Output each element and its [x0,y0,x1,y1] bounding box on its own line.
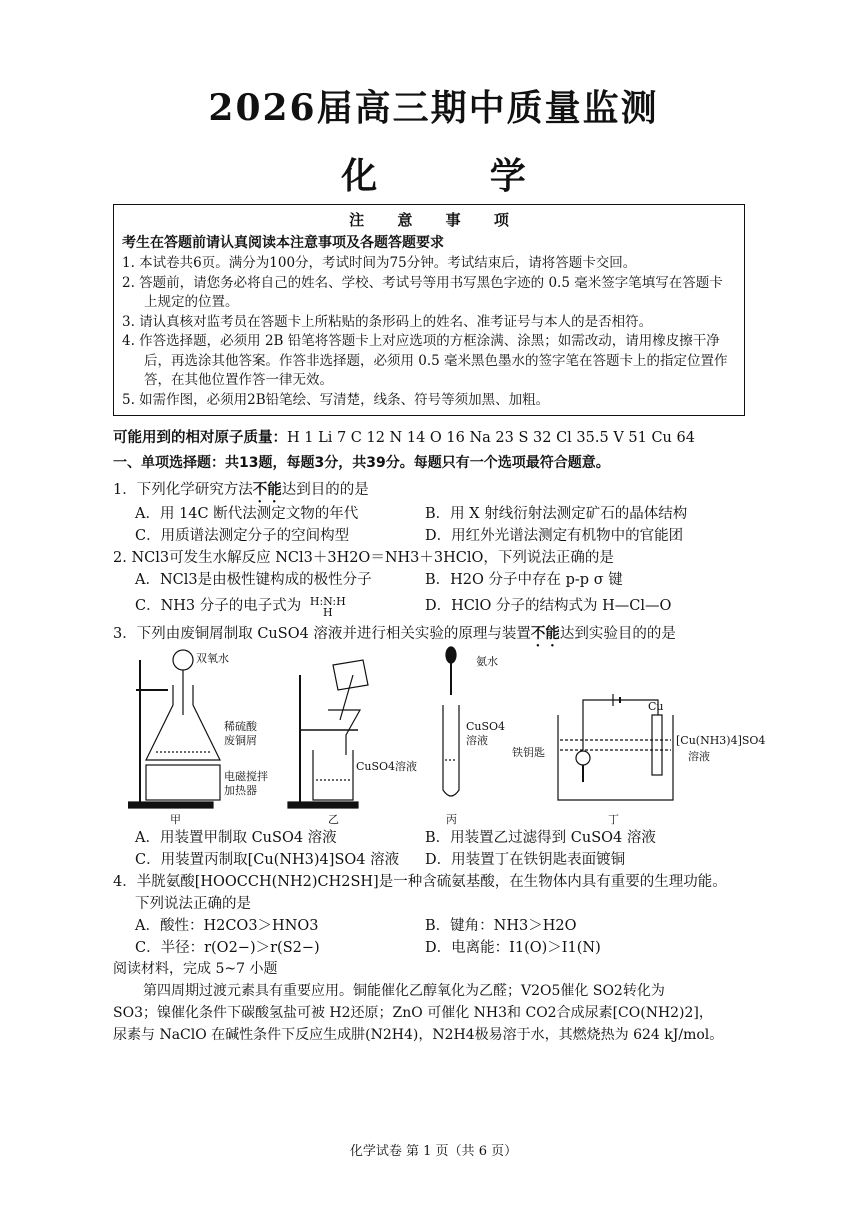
reading-paragraph: SO3；镍催化条件下碳酸氢盐可被 H2还原；ZnO 可催化 NH3和 CO2合成尿素[CO(NH2)2]， [113,1005,713,1021]
formula-row: H:N:H [309,595,346,608]
stand-base [288,802,358,808]
q3-option-b: B．用装置乙过滤得到 CuSO4 溶液 [425,830,656,846]
notice-box [113,204,745,416]
label-cuso4-tube: CuSO4 [466,720,506,733]
label-ding: 丁 [608,813,619,825]
notice-subheading: 考生在答题前请认真阅读本注意事项及各题答题要求 [122,235,444,251]
apparatus-yi [288,660,417,825]
label-bing: 丙 [446,813,457,825]
page-footer: 化学试卷 第 1 页（共 6 页） [349,1144,518,1159]
q4-option-d: D．电离能：I1(O)＞I1(N) [425,940,601,956]
label-ammonia: 氨水 [476,655,498,668]
apparatus-ding [512,694,765,825]
label-stirrer: 电磁搅拌 [224,770,268,783]
q2-option-d: D．HClO 分子的结构式为 H—Cl—O [425,598,672,614]
notice-item: 2. 答题前，请您务必将自己的姓名、学校、考试号等用书写黑色字迹的 0.5 毫米签字笔填写在答题卡上规定的位置。 [122,274,723,310]
test-tube [443,705,459,796]
atomic-mass-line [113,426,753,447]
q3-option-d: D．用装置丁在铁钥匙表面镀铜 [425,852,626,868]
label-complex-solution: 溶液 [688,750,710,763]
q2-option-b: B．H2O 分子中存在 p-p σ 键 [425,572,623,588]
notice-item: 5. 如需作图，必须用2B铅笔绘、写清楚，线条、符号等须加黑、加粗。 [122,391,550,408]
electron-formula [310,596,346,618]
label-cu: Cu [648,700,664,713]
label-solution: 溶液 [466,734,488,747]
stirrer-box [146,765,220,800]
reading-paragraph: 第四周期过渡元素具有重要应用。铜能催化乙醇氧化为乙醛；V2O5催化 SO2转化为 [143,983,665,999]
apparatus-figure [128,640,768,825]
label-yi: 乙 [328,813,339,825]
stem-text: 3．下列由废铜屑制取 CuSO4 溶液并进行相关实验的原理与装置 [113,626,531,642]
option-text: C．NH3 分子的电子式为 [135,598,302,614]
receiving-beaker [313,750,353,800]
label-jia: 甲 [170,813,181,825]
question-2-stem: 2. NCl3可发生水解反应 NCl3＋3H2O＝NH3＋3HClO，下列说法正确的是 [113,550,614,566]
formula-row: H [323,606,333,619]
q4-option-b: B．键角：NH3＞H2O [425,918,577,934]
exam-title: 2026届高三期中质量监测 [208,87,659,129]
q4-option-a: A．酸性：H2CO3＞HNO3 [135,918,319,934]
stem-text: 1．下列化学研究方法 [113,482,253,498]
reading-intro: 阅读材料，完成 5~7 小题 [113,961,278,977]
notice-item: 3. 请认真核对监考员在答题卡上所粘贴的条形码上的姓名、准考证号与本人的是否相符。 [122,313,653,330]
notice-heading: 注 意 事 项 [349,211,523,229]
q1-option-a: A．用 14C 断代法测定文物的年代 [135,506,359,522]
q3-option-c: C．用装置丙制取[Cu(NH3)4]SO4 溶液 [135,852,400,868]
q2-option-c [135,594,346,618]
notice-item: 1. 本试卷共6页。满分为100分，考试时间为75分钟。考试结束后，请将答题卡交回。 [122,255,637,271]
stand-base [128,802,213,808]
cu-electrode [652,715,662,775]
apparatus-jia [128,650,268,825]
apparatus-bing [443,647,505,825]
label-cuso4: CuSO4溶液 [356,760,418,773]
dropper-bulb [446,647,456,663]
iron-key-head [576,751,590,765]
section-heading: 一、单项选择题：共13题，每题3分，共39分。每题只有一个选项最符合题意。 [113,455,610,471]
glass-rod [340,675,353,720]
funnel [328,710,360,755]
atomic-mass-values: H 1 Li 7 C 12 N 14 O 16 Na 23 S 32 Cl 35.5 V 51 Cu 64 [287,430,695,446]
electrolytic-cell [558,715,673,800]
label-scrap: 废铜屑 [224,734,257,747]
stem-emphasis: 不能 [252,482,282,498]
q2-option-a: A．NCl3是由极性键构成的极性分子 [135,572,372,588]
label-h2o2: 双氧水 [196,652,229,665]
q3-option-a: A．用装置甲制取 CuSO4 溶液 [135,830,337,846]
subject-title: 化 学 [341,155,576,197]
q1-option-d: D．用红外光谱法测定有机物中的官能团 [425,528,684,544]
question-4-stem-2: 下列说法正确的是 [135,896,251,912]
q4-option-c: C．半径：r(O2−)＞r(S2−) [135,940,320,956]
wire [583,700,658,750]
stem-text: 达到实验目的的是 [559,626,676,642]
notice-item: 4. 作答选择题，必须用 2B 铅笔将答题卡上对应选项的方框涂满、涂黑；如需改动，请用橡皮擦干净后，再选涂其他答案。作答非选择题，必须用 0.5 毫米黑色墨水的签字笔在答题卡上的指定位置作答，在其他位置作答一律无效。 [122,333,728,388]
q1-option-c: C．用质谱法测定分子的空间构型 [135,528,350,544]
stem-emphasis: 不能 [530,626,560,642]
label-iron-key: 铁钥匙 [512,746,545,759]
label-complex: [Cu(NH3)4]SO4 [676,734,766,747]
stem-text: 达到目的的是 [281,482,369,498]
reading-paragraph: 尿素与 NaClO 在碱性条件下反应生成肼(N2H4)，N2H4极易溶于水，其燃烧热为 624 kJ/mol。 [113,1027,724,1043]
q1-option-b: B．用 X 射线衍射法测定矿石的晶体结构 [425,506,688,522]
label-heater: 加热器 [224,784,257,797]
dropping-funnel [173,650,193,670]
atomic-mass-label: 可能用到的相对原子质量： [113,430,287,446]
label-acid: 稀硫酸 [224,720,257,733]
question-4-stem: 4．半胱氨酸[HOOCCH(NH2)CH2SH]是一种含硫氨基酸，在生物体内具有重要的生理功能。 [113,874,727,890]
